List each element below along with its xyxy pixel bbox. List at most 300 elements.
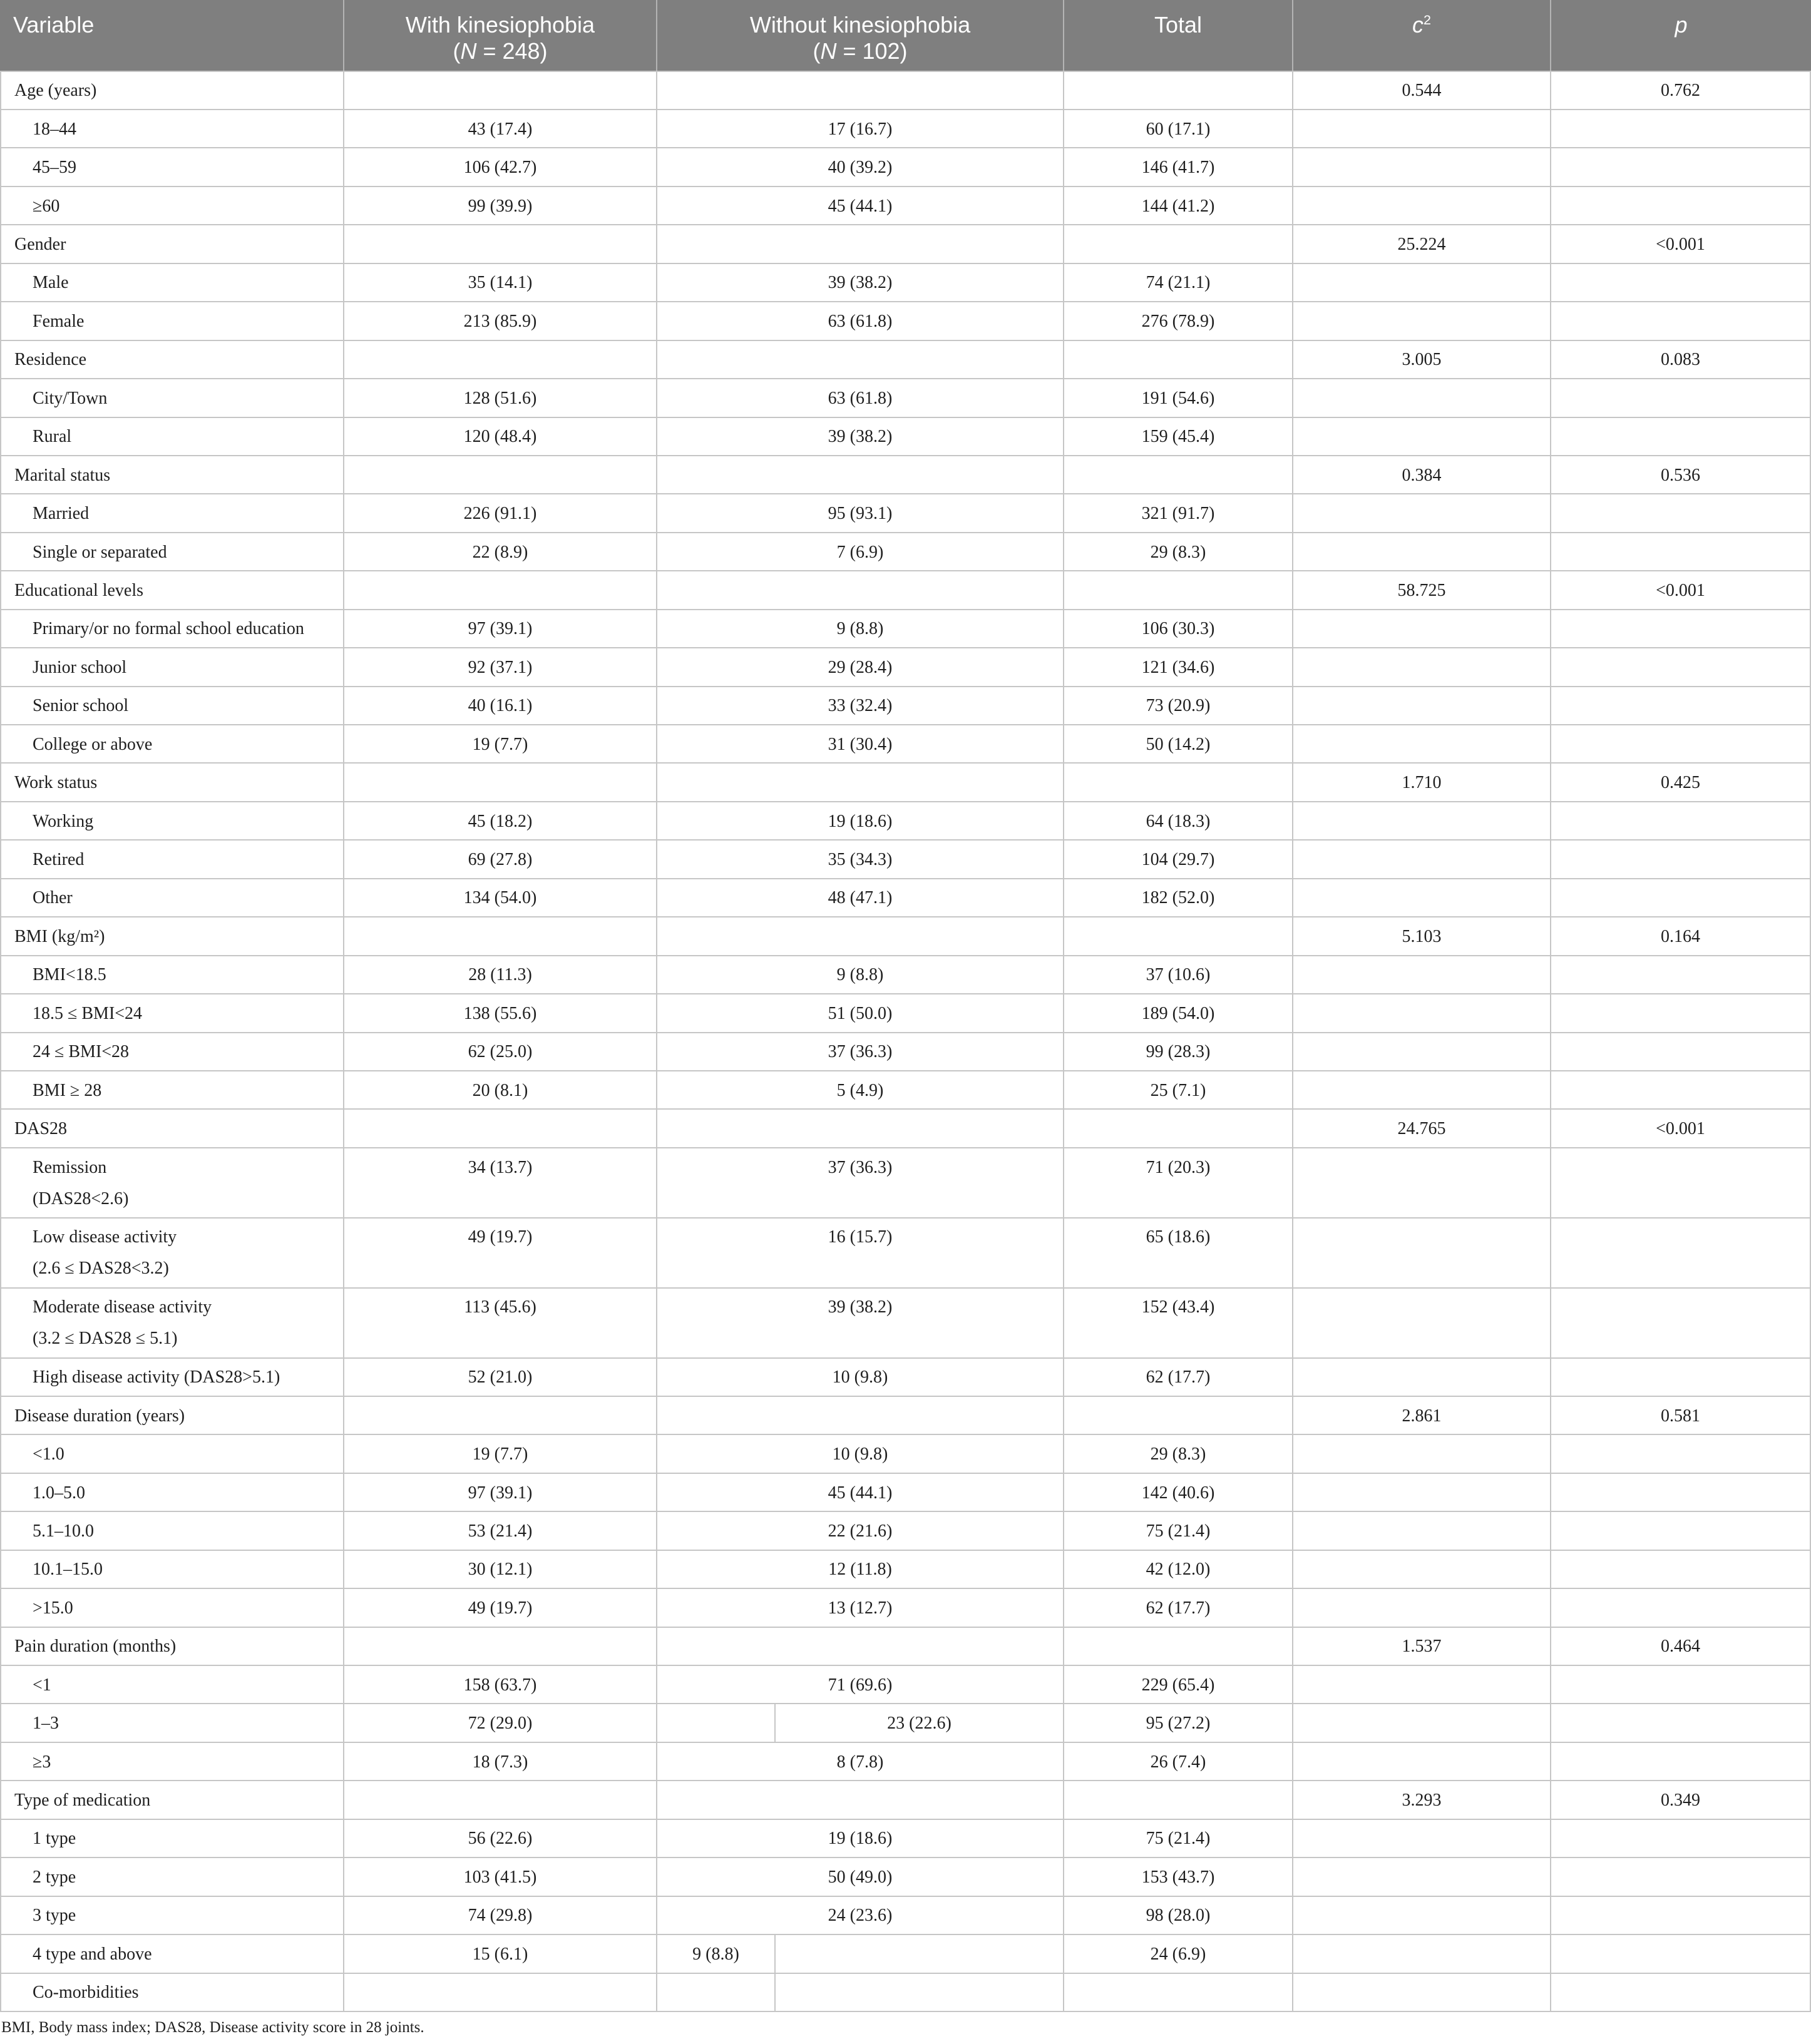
cell-total (1064, 225, 1293, 262)
table-row (0, 687, 1811, 725)
cell-variable: >15.0 (0, 1589, 344, 1626)
cell-chi-square: 3.005 (1293, 341, 1551, 378)
cell-chi-square (1293, 533, 1551, 570)
cell-with-kinesiophobia: 19 (7.7) (344, 725, 657, 762)
cell-without-kinesiophobia: 39 (38.2) (657, 1289, 1064, 1357)
table-row (0, 533, 1811, 571)
cell-p-value (1551, 1435, 1811, 1472)
table-row (0, 841, 1811, 879)
table-row (0, 1858, 1811, 1896)
cell-without-kinesiophobia: 17 (16.7) (657, 110, 1064, 147)
cell-without-kinesiophobia: 39 (38.2) (657, 418, 1064, 455)
table-group-row (0, 225, 1811, 263)
cell-total (1064, 1397, 1293, 1434)
cell-total (1064, 1628, 1293, 1665)
cell-p-value (1551, 110, 1811, 147)
cell-chi-square (1293, 1148, 1551, 1217)
cell-variable: Rural (0, 418, 344, 455)
cell-total: 29 (8.3) (1064, 1435, 1293, 1472)
cell-total: 75 (21.4) (1064, 1512, 1293, 1549)
cell-without-kinesiophobia: 10 (9.8) (657, 1435, 1064, 1472)
cell-p-value: <0.001 (1551, 225, 1811, 262)
cell-without-kinesiophobia (657, 1397, 1064, 1434)
cell-variable: Married (0, 494, 344, 531)
cell-p-value (1551, 494, 1811, 531)
cell-variable: Marital status (0, 456, 344, 493)
table-group-row (0, 456, 1811, 494)
cell-total: 95 (27.2) (1064, 1704, 1293, 1741)
cell-p-value: 0.536 (1551, 456, 1811, 493)
cell-variable: Other (0, 879, 344, 916)
cell-p-value: 0.349 (1551, 1781, 1811, 1818)
cell-p-value (1551, 1935, 1811, 1972)
cell-p-value (1551, 1512, 1811, 1549)
cell-without-kinesiophobia: 19 (18.6) (657, 802, 1064, 839)
cell-p-value (1551, 1071, 1811, 1108)
cell-total: 159 (45.4) (1064, 418, 1293, 455)
cell-with-kinesiophobia: 62 (25.0) (344, 1033, 657, 1070)
cell-chi-square (1293, 1897, 1551, 1934)
table-group-row (0, 917, 1811, 956)
cell-p-value (1551, 956, 1811, 993)
cell-p-value (1551, 1359, 1811, 1396)
table-row (0, 1704, 1811, 1742)
cell-with-kinesiophobia: 138 (55.6) (344, 994, 657, 1031)
cell-total (1064, 1974, 1293, 2011)
table-group-row (0, 1781, 1811, 1819)
cell-p-value (1551, 1474, 1811, 1511)
table-row (0, 1666, 1811, 1704)
cell-total: 182 (52.0) (1064, 879, 1293, 916)
table-row (0, 1071, 1811, 1110)
cell-chi-square: 5.103 (1293, 917, 1551, 954)
cell-with-kinesiophobia (344, 1110, 657, 1147)
cell-p-value (1551, 1148, 1811, 1217)
cell-chi-square (1293, 1435, 1551, 1472)
cell-variable: BMI ≥ 28 (0, 1071, 344, 1108)
cell-total: 146 (41.7) (1064, 148, 1293, 185)
cell-variable: 3 type (0, 1897, 344, 1934)
cell-without-kinesiophobia-part (657, 1704, 776, 1741)
cell-without-kinesiophobia: 35 (34.3) (657, 841, 1064, 877)
cell-with-kinesiophobia: 113 (45.6) (344, 1289, 657, 1357)
cell-without-kinesiophobia: 71 (69.6) (657, 1666, 1064, 1703)
cell-p-value (1551, 1743, 1811, 1780)
cell-p-value (1551, 264, 1811, 301)
table-group-row (0, 72, 1811, 110)
cell-with-kinesiophobia: 28 (11.3) (344, 956, 657, 993)
cell-chi-square: 25.224 (1293, 225, 1551, 262)
table-row (0, 610, 1811, 648)
cell-with-kinesiophobia: 43 (17.4) (344, 110, 657, 147)
cell-without-kinesiophobia-part: 23 (22.6) (776, 1704, 1064, 1741)
cell-without-kinesiophobia: 40 (39.2) (657, 148, 1064, 185)
cell-variable: <1.0 (0, 1435, 344, 1472)
cell-total: 98 (28.0) (1064, 1897, 1293, 1934)
cell-chi-square (1293, 1666, 1551, 1703)
cell-without-kinesiophobia: 24 (23.6) (657, 1897, 1064, 1934)
cell-without-kinesiophobia (657, 1110, 1064, 1147)
table-row (0, 1935, 1811, 1973)
header-chi-symbol: c (1412, 11, 1424, 38)
table-row (0, 956, 1811, 994)
table-row (0, 1148, 1811, 1219)
table-row (0, 1897, 1811, 1935)
cell-p-value (1551, 994, 1811, 1031)
cell-total: 62 (17.7) (1064, 1359, 1293, 1396)
cell-with-kinesiophobia: 30 (12.1) (344, 1551, 657, 1588)
cell-total: 60 (17.1) (1064, 110, 1293, 147)
cell-without-kinesiophobia: 10 (9.8) (657, 1359, 1064, 1396)
cell-with-kinesiophobia: 45 (18.2) (344, 802, 657, 839)
cell-chi-square (1293, 302, 1551, 339)
cell-variable: 18–44 (0, 110, 344, 147)
cell-with-kinesiophobia (344, 1397, 657, 1434)
cell-without-kinesiophobia (657, 571, 1064, 608)
cell-without-kinesiophobia-part (776, 1974, 1064, 2011)
cell-variable: 10.1–15.0 (0, 1551, 344, 1588)
cell-variable: 4 type and above (0, 1935, 344, 1972)
cell-total: 99 (28.3) (1064, 1033, 1293, 1070)
cell-chi-square (1293, 841, 1551, 877)
cell-with-kinesiophobia (344, 764, 657, 800)
cell-variable: Residence (0, 341, 344, 378)
table-row (0, 879, 1811, 917)
cell-variable: 1 type (0, 1820, 344, 1857)
cell-p-value (1551, 187, 1811, 224)
cell-variable: BMI<18.5 (0, 956, 344, 993)
cell-p-value (1551, 610, 1811, 647)
cell-total: 25 (7.1) (1064, 1071, 1293, 1108)
cell-p-value (1551, 1666, 1811, 1703)
cell-p-value (1551, 302, 1811, 339)
cell-with-kinesiophobia: 134 (54.0) (344, 879, 657, 916)
cell-total: 144 (41.2) (1064, 187, 1293, 224)
cell-total: 142 (40.6) (1064, 1474, 1293, 1511)
cell-with-kinesiophobia: 92 (37.1) (344, 648, 657, 685)
header-with-n-value: = 248) (476, 38, 548, 64)
cell-total: 24 (6.9) (1064, 1935, 1293, 1972)
cell-variable: Single or separated (0, 533, 344, 570)
cell-without-kinesiophobia: 12 (11.8) (657, 1551, 1064, 1588)
cell-variable: 5.1–10.0 (0, 1512, 344, 1549)
cell-total: 75 (21.4) (1064, 1820, 1293, 1857)
cell-total: 50 (14.2) (1064, 725, 1293, 762)
header-without-n-open: ( (813, 38, 821, 64)
cell-p-value (1551, 1820, 1811, 1857)
cell-chi-square (1293, 1820, 1551, 1857)
table-row (0, 418, 1811, 456)
cell-chi-square (1293, 994, 1551, 1031)
cell-without-kinesiophobia: 13 (12.7) (657, 1589, 1064, 1626)
cell-without-kinesiophobia: 45 (44.1) (657, 1474, 1064, 1511)
cell-with-kinesiophobia: 69 (27.8) (344, 841, 657, 877)
cell-chi-square (1293, 1935, 1551, 1972)
cell-without-kinesiophobia: 19 (18.6) (657, 1820, 1064, 1857)
cell-with-kinesiophobia: 106 (42.7) (344, 148, 657, 185)
cell-variable: ≥3 (0, 1743, 344, 1780)
cell-p-value: 0.581 (1551, 1397, 1811, 1434)
cell-p-value: 0.164 (1551, 917, 1811, 954)
cell-without-kinesiophobia-part (657, 1974, 776, 2011)
cell-total: 73 (20.9) (1064, 687, 1293, 724)
cell-total (1064, 571, 1293, 608)
header-without-kinesiophobia (657, 0, 1064, 71)
header-variable-label: Variable (13, 11, 95, 38)
cell-p-value (1551, 841, 1811, 877)
table-row (0, 1974, 1811, 2012)
cell-chi-square (1293, 1743, 1551, 1780)
cell-chi-square (1293, 418, 1551, 455)
cell-p-value: <0.001 (1551, 1110, 1811, 1147)
cell-chi-square (1293, 1589, 1551, 1626)
header-total (1064, 0, 1293, 71)
cell-with-kinesiophobia: 19 (7.7) (344, 1435, 657, 1472)
cell-total: 152 (43.4) (1064, 1289, 1293, 1357)
cell-p-value (1551, 148, 1811, 185)
cell-chi-square (1293, 956, 1551, 993)
cell-variable: Primary/or no formal school education (0, 610, 344, 647)
cell-with-kinesiophobia: 226 (91.1) (344, 494, 657, 531)
cell-without-kinesiophobia: 45 (44.1) (657, 187, 1064, 224)
cell-with-kinesiophobia: 22 (8.9) (344, 533, 657, 570)
cell-chi-square: 1.710 (1293, 764, 1551, 800)
cell-chi-square (1293, 1704, 1551, 1741)
cell-with-kinesiophobia (344, 571, 657, 608)
cell-variable: Remission (DAS28<2.6) (0, 1148, 344, 1217)
cell-total: 64 (18.3) (1064, 802, 1293, 839)
table-row (0, 802, 1811, 841)
cell-p-value (1551, 1858, 1811, 1895)
cell-with-kinesiophobia: 97 (39.1) (344, 610, 657, 647)
cell-with-kinesiophobia: 53 (21.4) (344, 1512, 657, 1549)
cell-variable: <1 (0, 1666, 344, 1703)
table-row (0, 1589, 1811, 1627)
cell-with-kinesiophobia: 34 (13.7) (344, 1148, 657, 1217)
cell-with-kinesiophobia: 49 (19.7) (344, 1589, 657, 1626)
cell-p-value (1551, 1704, 1811, 1741)
cell-chi-square (1293, 687, 1551, 724)
cell-with-kinesiophobia: 74 (29.8) (344, 1897, 657, 1934)
cell-chi-square (1293, 1359, 1551, 1396)
cell-without-kinesiophobia: 48 (47.1) (657, 879, 1064, 916)
cell-total (1064, 764, 1293, 800)
table-body (0, 72, 1811, 2012)
cell-variable: Female (0, 302, 344, 339)
table-group-row (0, 1628, 1811, 1666)
cell-p-value (1551, 725, 1811, 762)
cell-total: 62 (17.7) (1064, 1589, 1293, 1626)
cell-variable: Working (0, 802, 344, 839)
cell-with-kinesiophobia: 128 (51.6) (344, 379, 657, 416)
cell-total: 121 (34.6) (1064, 648, 1293, 685)
table-group-row (0, 571, 1811, 610)
cell-chi-square (1293, 879, 1551, 916)
table-row (0, 1359, 1811, 1397)
header-chi-superscript: 2 (1423, 11, 1431, 28)
cell-total: 65 (18.6) (1064, 1219, 1293, 1287)
cell-total: 71 (20.3) (1064, 1148, 1293, 1217)
cell-variable: Retired (0, 841, 344, 877)
cell-with-kinesiophobia (344, 1974, 657, 2011)
cell-without-kinesiophobia (657, 764, 1064, 800)
cell-with-kinesiophobia: 120 (48.4) (344, 418, 657, 455)
table-row (0, 1551, 1811, 1589)
cell-with-kinesiophobia: 158 (63.7) (344, 1666, 657, 1703)
cell-chi-square (1293, 1974, 1551, 2011)
cell-total: 229 (65.4) (1064, 1666, 1293, 1703)
table-row (0, 1474, 1811, 1512)
header-without-sample-size (657, 38, 1063, 64)
cell-without-kinesiophobia-part: 9 (8.8) (657, 1935, 776, 1972)
header-chi-square (1293, 0, 1551, 71)
table-row (0, 187, 1811, 225)
cell-variable: Disease duration (years) (0, 1397, 344, 1434)
cell-chi-square: 2.861 (1293, 1397, 1551, 1434)
cell-with-kinesiophobia: 52 (21.0) (344, 1359, 657, 1396)
cell-with-kinesiophobia: 213 (85.9) (344, 302, 657, 339)
cell-without-kinesiophobia: 51 (50.0) (657, 994, 1064, 1031)
cell-with-kinesiophobia: 40 (16.1) (344, 687, 657, 724)
cell-p-value (1551, 533, 1811, 570)
cell-chi-square (1293, 1033, 1551, 1070)
cell-without-kinesiophobia (657, 456, 1064, 493)
cell-total (1064, 72, 1293, 109)
cell-chi-square (1293, 1289, 1551, 1357)
cell-with-kinesiophobia (344, 456, 657, 493)
cell-without-kinesiophobia: 39 (38.2) (657, 264, 1064, 301)
table-row (0, 994, 1811, 1033)
cell-chi-square (1293, 802, 1551, 839)
cell-chi-square (1293, 494, 1551, 531)
cell-variable: College or above (0, 725, 344, 762)
cell-p-value (1551, 1551, 1811, 1588)
cell-total: 37 (10.6) (1064, 956, 1293, 993)
cell-p-value (1551, 418, 1811, 455)
cell-with-kinesiophobia: 72 (29.0) (344, 1704, 657, 1741)
cell-with-kinesiophobia: 15 (6.1) (344, 1935, 657, 1972)
cell-without-kinesiophobia (657, 1628, 1064, 1665)
cell-without-kinesiophobia: 63 (61.8) (657, 379, 1064, 416)
cell-without-kinesiophobia-part (776, 1935, 1064, 1972)
cell-chi-square (1293, 725, 1551, 762)
cell-chi-square (1293, 610, 1551, 647)
cell-variable: 18.5 ≤ BMI<24 (0, 994, 344, 1031)
header-p-label: p (1675, 11, 1688, 38)
cell-p-value: 0.464 (1551, 1628, 1811, 1665)
cell-chi-square (1293, 1474, 1551, 1511)
cell-with-kinesiophobia: 99 (39.9) (344, 187, 657, 224)
cell-chi-square (1293, 1551, 1551, 1588)
cell-variable: Low disease activity (2.6 ≤ DAS28<3.2) (0, 1219, 344, 1287)
cell-p-value (1551, 379, 1811, 416)
cell-total: 276 (78.9) (1064, 302, 1293, 339)
header-with-n-open: ( (453, 38, 461, 64)
cell-without-kinesiophobia (657, 1781, 1064, 1818)
table-header (0, 0, 1811, 72)
cell-variable: Gender (0, 225, 344, 262)
header-with-title: With kinesiophobia (405, 11, 595, 38)
cell-variable: Senior school (0, 687, 344, 724)
cell-variable: City/Town (0, 379, 344, 416)
cell-variable: Co-morbidities (0, 1974, 344, 2011)
cell-p-value (1551, 1219, 1811, 1287)
cell-variable: High disease activity (DAS28>5.1) (0, 1359, 344, 1396)
cell-variable: ≥60 (0, 187, 344, 224)
table-row (0, 302, 1811, 340)
cell-p-value (1551, 879, 1811, 916)
cell-without-kinesiophobia: 29 (28.4) (657, 648, 1064, 685)
table-row (0, 110, 1811, 148)
cell-chi-square: 3.293 (1293, 1781, 1551, 1818)
cell-without-kinesiophobia: 63 (61.8) (657, 302, 1064, 339)
cell-variable: Moderate disease activity (3.2 ≤ DAS28 ≤ 5.1) (0, 1289, 344, 1357)
table-row (0, 1743, 1811, 1781)
cell-without-kinesiophobia: 95 (93.1) (657, 494, 1064, 531)
cell-p-value: 0.083 (1551, 341, 1811, 378)
cell-p-value: <0.001 (1551, 571, 1811, 608)
cell-p-value (1551, 1897, 1811, 1934)
cell-variable: Age (years) (0, 72, 344, 109)
cell-without-kinesiophobia: 9 (8.8) (657, 610, 1064, 647)
header-total-label: Total (1154, 11, 1203, 38)
cell-total (1064, 456, 1293, 493)
cell-chi-square (1293, 1858, 1551, 1895)
table-group-row (0, 1110, 1811, 1148)
cell-variable: 45–59 (0, 148, 344, 185)
cell-variable: Male (0, 264, 344, 301)
cell-chi-square (1293, 264, 1551, 301)
table-row (0, 264, 1811, 302)
cell-with-kinesiophobia: 97 (39.1) (344, 1474, 657, 1511)
cell-without-kinesiophobia: 9 (8.8) (657, 956, 1064, 993)
cell-with-kinesiophobia (344, 341, 657, 378)
cell-total: 42 (12.0) (1064, 1551, 1293, 1588)
cell-with-kinesiophobia: 20 (8.1) (344, 1071, 657, 1108)
cell-variable: Junior school (0, 648, 344, 685)
cell-with-kinesiophobia (344, 225, 657, 262)
cell-without-kinesiophobia: 33 (32.4) (657, 687, 1064, 724)
cell-p-value: 0.762 (1551, 72, 1811, 109)
cell-without-kinesiophobia: 5 (4.9) (657, 1071, 1064, 1108)
cell-without-kinesiophobia: 37 (36.3) (657, 1033, 1064, 1070)
cell-with-kinesiophobia: 103 (41.5) (344, 1858, 657, 1895)
cell-chi-square: 24.765 (1293, 1110, 1551, 1147)
cell-total (1064, 1110, 1293, 1147)
cell-total (1064, 341, 1293, 378)
cell-without-kinesiophobia: 8 (7.8) (657, 1743, 1064, 1780)
cell-p-value (1551, 1033, 1811, 1070)
cell-variable: 2 type (0, 1858, 344, 1895)
table-row (0, 1033, 1811, 1071)
cell-with-kinesiophobia (344, 72, 657, 109)
header-without-n-value: = 102) (836, 38, 908, 64)
table-row (0, 1435, 1811, 1473)
cell-p-value (1551, 648, 1811, 685)
cell-with-kinesiophobia: 35 (14.1) (344, 264, 657, 301)
header-with-sample-size (344, 38, 656, 64)
cell-variable: Educational levels (0, 571, 344, 608)
cell-chi-square: 0.544 (1293, 72, 1551, 109)
cell-p-value (1551, 687, 1811, 724)
cell-with-kinesiophobia (344, 1781, 657, 1818)
cell-chi-square (1293, 648, 1551, 685)
cell-without-kinesiophobia: 37 (36.3) (657, 1148, 1064, 1217)
cell-total: 191 (54.6) (1064, 379, 1293, 416)
cell-total: 26 (7.4) (1064, 1743, 1293, 1780)
cell-without-kinesiophobia (657, 225, 1064, 262)
cell-chi-square: 1.537 (1293, 1628, 1551, 1665)
